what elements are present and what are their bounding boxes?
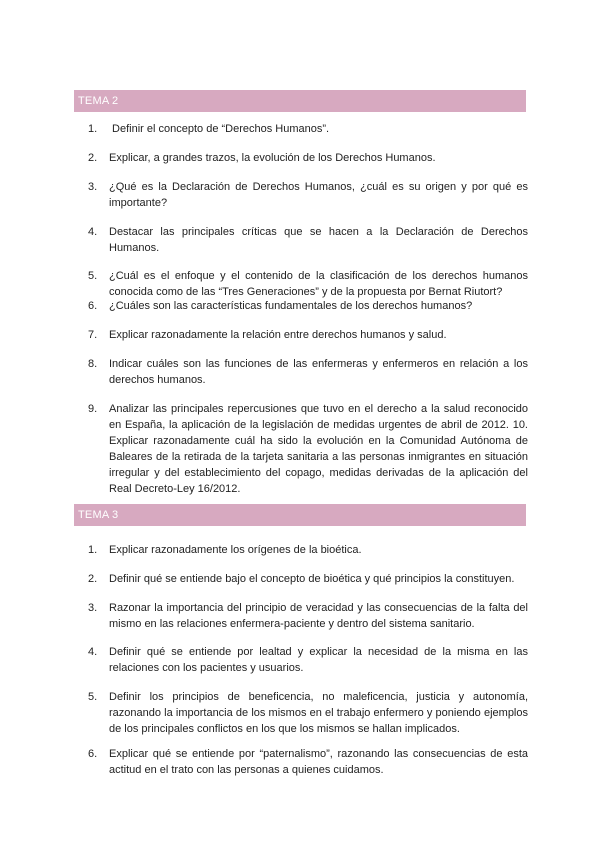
question-number: 5. [88,270,98,282]
question-text: Explicar razonadamente los orígenes de la bioética. [109,544,362,556]
question-text: Razonar la importancia del principio de veracidad y las consecuencias de la falta del mismo en las relaciones enfermera-paciente y dentro del sistema sanitario. [109,602,528,630]
question-number: 2. [88,152,98,164]
question-number: 6. [88,300,98,312]
question-text: Analizar las principales repercusiones que tuvo en el derecho a la salud reconocido en España, la aplicación de la legislación de medidas urgentes de abril de 2012. 10. Explicar razonadamente cuál ha sido la evolución en la Comunidad Autónoma de Baleares de la retirada de la tarjeta sanitaria a las personas inmigrantes en situación irregular y del establecimiento del copago, medidas derivadas de la aplicación del Real Decreto-Ley 16/2012. [109,403,528,495]
question-text: Explicar razonadamente la relación entre derechos humanos y salud. [109,329,447,341]
question-text: Explicar qué se entiende por “paternalismo”, razonando las consecuencias de esta actitud en el trato con las personas a quienes cuidamos. [109,748,528,776]
tema3-question-6 [88,746,528,778]
tema2-header: TEMA 2 [74,90,526,112]
question-number: 4. [88,646,98,658]
question-number: 4. [88,226,98,238]
question-number: 9. [88,403,98,415]
tema2-question-1 [88,121,528,137]
question-number: 3. [88,602,98,614]
tema2-question-5 [88,268,528,300]
question-number: 1. [88,544,98,556]
question-number: 1. [88,123,98,135]
tema2-question-7 [88,327,528,343]
question-text: ¿Qué es la Declaración de Derechos Humanos, ¿cuál es su origen y por qué es importante? [109,181,528,209]
question-number: 8. [88,358,98,370]
tema3-question-1 [88,542,528,558]
question-text: Indicar cuáles son las funciones de las enfermeras y enfermeros en relación a los derechos humanos. [109,358,528,386]
tema3-header: TEMA 3 [74,504,526,526]
question-text: Destacar las principales críticas que se hacen a la Declaración de Derechos Humanos. [109,226,528,254]
question-number: 3. [88,181,98,193]
tema2-question-3 [88,179,528,211]
tema2-question-9 [88,401,528,497]
tema2-question-2 [88,150,528,166]
question-number: 6. [88,748,98,760]
tema2-question-4 [88,224,528,256]
question-text: Definir el concepto de “Derechos Humanos”. [109,123,330,135]
tema2-question-8 [88,356,528,388]
question-text: Definir los principios de beneficencia, no maleficencia, justicia y autonomía, razonando la importancia de los mismos en el trabajo enfermero y poniendo ejemplos de los principales conflictos en los que los mismos se hallan implicados. [109,691,528,735]
tema3-question-5 [88,689,528,737]
question-number: 5. [88,691,98,703]
question-number: 2. [88,573,98,585]
tema3-question-4 [88,644,528,676]
tema2-question-6 [88,298,528,314]
question-text: Definir qué se entiende por lealtad y explicar la necesidad de la misma en las relaciones con los pacientes y usuarios. [109,646,528,674]
question-text: ¿Cuáles son las características fundamentales de los derechos humanos? [109,300,473,312]
question-number: 7. [88,329,98,341]
question-text: Definir qué se entiende bajo el concepto de bioética y qué principios la constituyen. [109,573,515,585]
tema3-question-2 [88,571,528,587]
question-text: Explicar, a grandes trazos, la evolución de los Derechos Humanos. [109,152,436,164]
question-text: ¿Cuál es el enfoque y el contenido de la clasificación de los derechos humanos conocida como de las “Tres Generaciones” y de la propuesta por Bernat Riutort? [109,270,528,298]
tema3-question-3 [88,600,528,632]
